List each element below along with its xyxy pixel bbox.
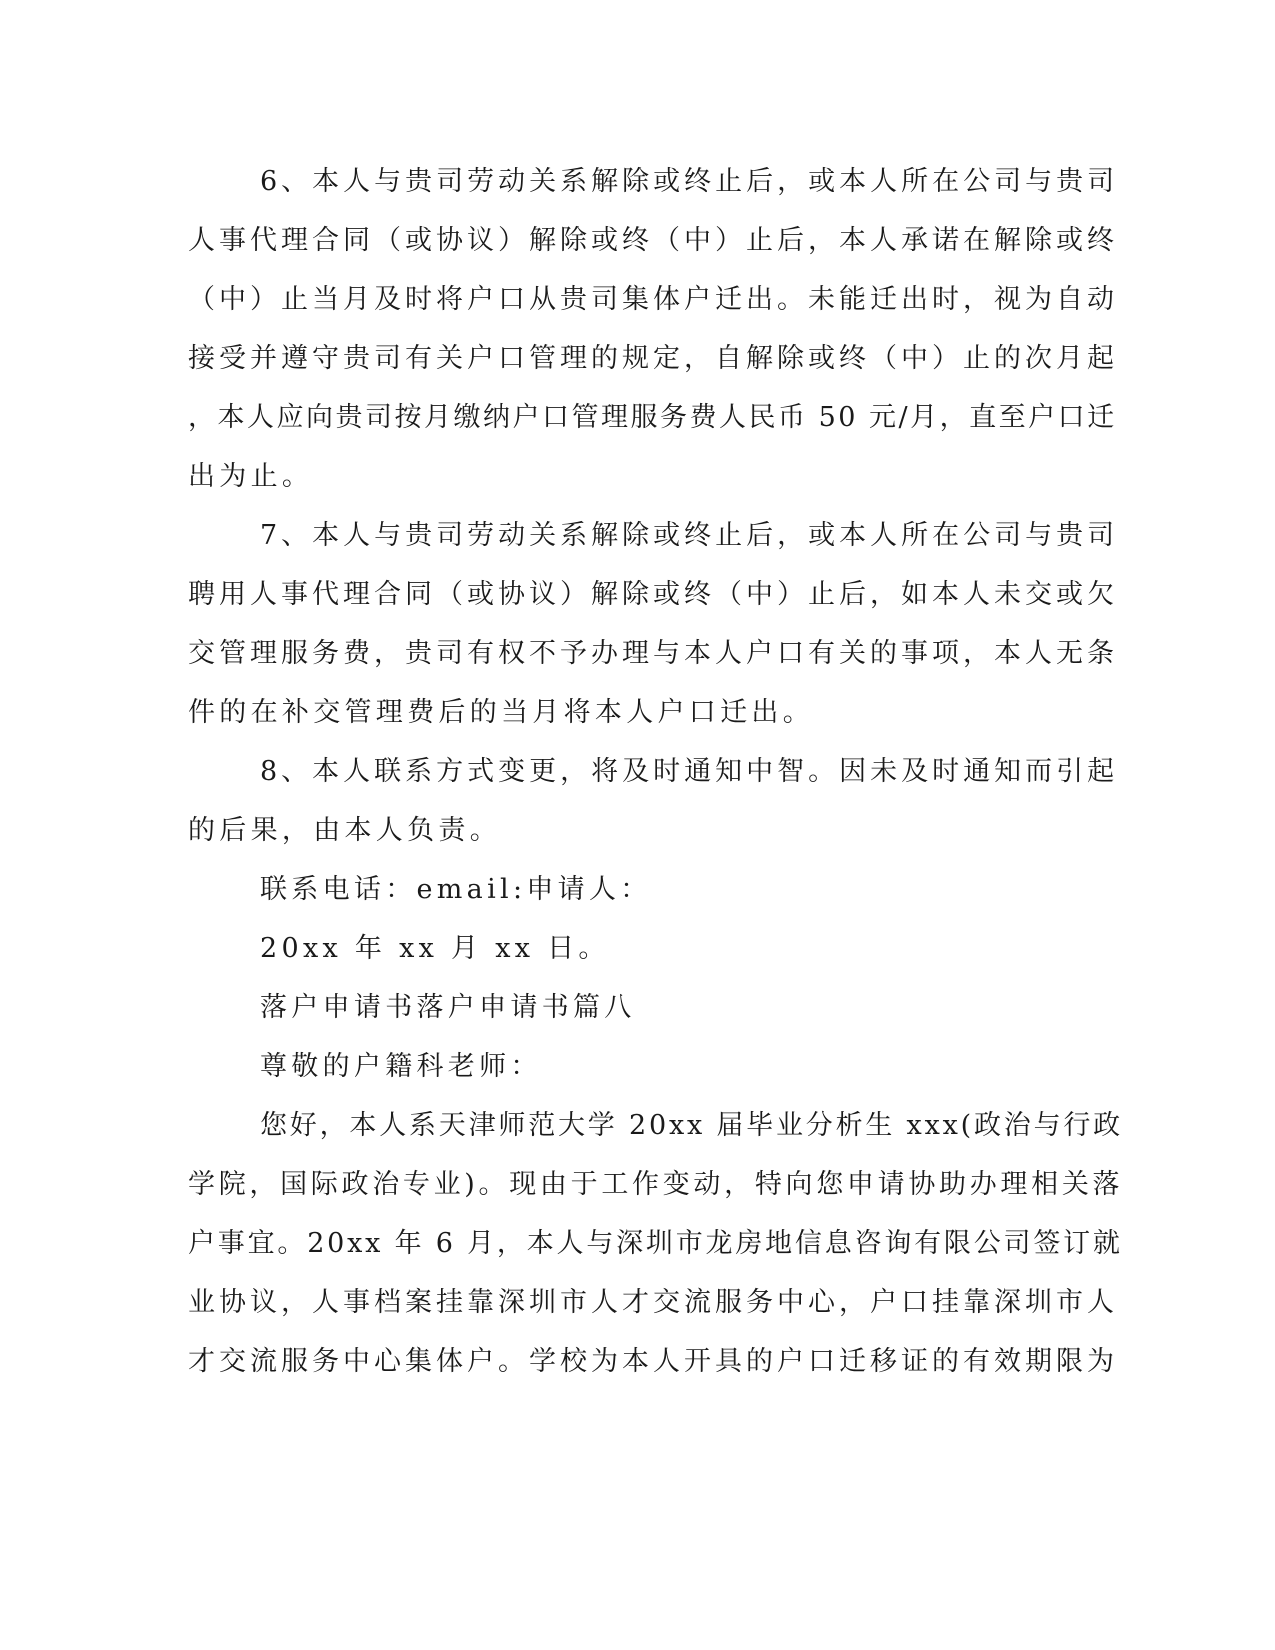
paragraph-6-line-6: 出为止。 — [188, 461, 314, 492]
date-line: 20xx 年 xx 月 xx 日。 — [260, 933, 610, 964]
paragraph-8-line-1: 8、本人联系方式变更，将及时通知中智。因未及时通知而引起 — [260, 756, 1119, 787]
salutation: 尊敬的户籍科老师： — [260, 1051, 542, 1082]
paragraph-7-line-4: 件的在补交管理费后的当月将本人户口迁出。 — [188, 697, 814, 728]
paragraph-6-line-3: （中）止当月及时将户口从贵司集体户迁出。未能迁出时，视为自动 — [188, 284, 1118, 315]
paragraph-8-line-2: 的后果，由本人负责。 — [188, 815, 501, 846]
paragraph-6-line-2: 人事代理合同（或协议）解除或终（中）止后，本人承诺在解除或终 — [188, 225, 1118, 256]
paragraph-6-line-5: ，本人应向贵司按月缴纳户口管理服务费人民币 50 元/月，直至户口迁 — [188, 402, 1117, 433]
letter-body-line-1: 您好，本人系天津师范大学 20xx 届毕业分析生 xxx(政治与行政 — [260, 1110, 1123, 1141]
contact-line: 联系电话：email:申请人： — [260, 874, 652, 905]
letter-body-line-5: 才交流服务中心集体户。学校为本人开具的户口迁移证的有效期限为 — [188, 1346, 1118, 1377]
paragraph-7-line-2: 聘用人事代理合同（或协议）解除或终（中）止后，如本人未交或欠 — [188, 579, 1118, 610]
letter-body-line-4: 业协议，人事档案挂靠深圳市人才交流服务中心，户口挂靠深圳市人 — [188, 1287, 1118, 1318]
paragraph-6-line-4: 接受并遵守贵司有关户口管理的规定，自解除或终（中）止的次月起 — [188, 343, 1118, 374]
paragraph-7-line-3: 交管理服务费，贵司有权不予办理与本人户口有关的事项，本人无条 — [188, 638, 1118, 669]
letter-body-line-3: 户事宜。20xx 年 6 月，本人与深圳市龙房地信息咨询有限公司签订就 — [188, 1228, 1123, 1259]
letter-body-line-2: 学院，国际政治专业)。现由于工作变动，特向您申请协助办理相关落 — [188, 1169, 1124, 1200]
paragraph-6-line-1: 6、本人与贵司劳动关系解除或终止后，或本人所在公司与贵司 — [260, 166, 1119, 197]
paragraph-7-line-1: 7、本人与贵司劳动关系解除或终止后，或本人所在公司与贵司 — [260, 520, 1119, 551]
section-heading: 落户申请书落户申请书篇八 — [260, 992, 636, 1023]
